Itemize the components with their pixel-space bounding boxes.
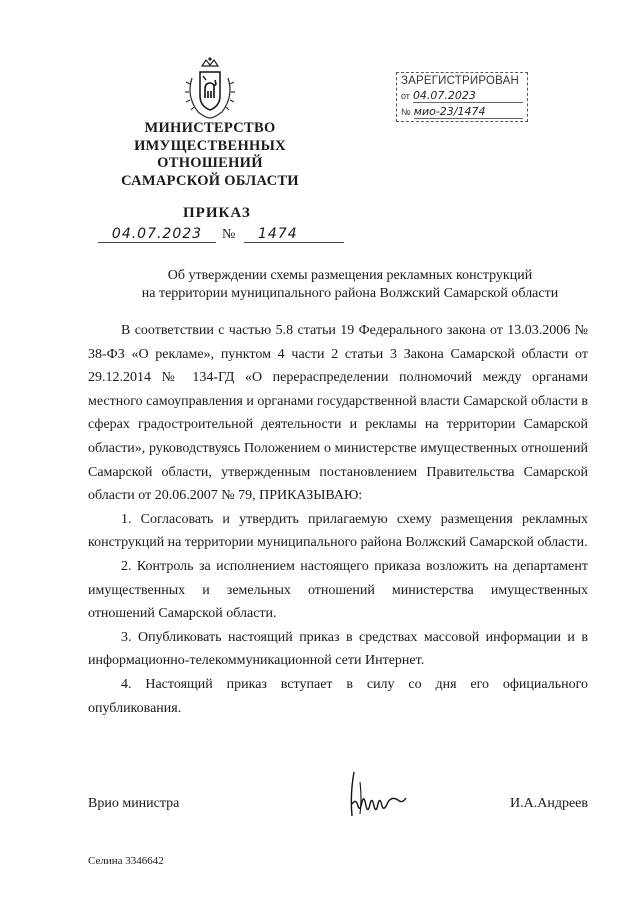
stamp-date-line [401, 89, 523, 103]
stamp-number-value: мио-23/1474 [414, 105, 523, 119]
registration-stamp [396, 72, 528, 122]
signatory-name: И.А.Андреев [510, 796, 588, 811]
stamp-title: ЗАРЕГИСТРИРОВАН [401, 75, 519, 87]
preamble-paragraph: В соответствии с частью 5.8 статьи 19 Федерального закона от 13.03.2006 № 38-ФЗ «О рекламе», пунктом 4 части 2 статьи 3 Закона Самарской области от 29.12.2014 № 134-ГД «О перераспределении полномочий между органами местного самоуправления и органами государственной власти Самарской области в сферах градостроительной деятельности и рекламы на территории Самарской области», руководствуясь Положением о министерстве имущественных отношений Самарской области, утвержденным постановлением Правительства Самарской области от 20.06.2007 № 79, ПРИКАЗЫВАЮ: [88, 323, 588, 504]
ministry-line-3: ОТНОШЕНИЙ [157, 155, 263, 171]
document-footer-code: Селина 3346642 [88, 855, 164, 867]
stamp-date-prefix: от [401, 91, 410, 101]
order-date: 04.07.2023 [98, 226, 216, 243]
item-3-paragraph: 3. Опубликовать настоящий приказ в средствах массовой информации и в информационно-телекоммуникационной сети Интернет. [88, 629, 588, 669]
order-title: ПРИКАЗ [183, 205, 251, 221]
order-number-sign: № [222, 227, 236, 242]
stamp-date-value: 04.07.2023 [413, 89, 523, 103]
item-2-paragraph: 2. Контроль за исполнением настоящего приказа возложить на департамент имущественных и земельных отношений министерства имущественных отношений Самарской области. [88, 558, 588, 622]
item-1-paragraph: 1. Согласовать и утвердить прилагаемую схему размещения рекламных конструкций на территории муниципального района Волжский Самарской области. [88, 511, 588, 551]
order-number: 1474 [244, 226, 344, 243]
signatory-position: Врио министра [88, 796, 180, 811]
stamp-number-line [401, 105, 523, 119]
subject-line-2: на территории муниципального района Волжский Самарской области [141, 286, 559, 301]
stamp-number-prefix: № [401, 107, 411, 117]
ministry-line-2: ИМУЩЕСТВЕННЫХ [134, 137, 286, 154]
order-body [88, 319, 588, 720]
subject-line-1: Об утверждении схемы размещения рекламных конструкций [167, 268, 533, 283]
coat-of-arms-icon [180, 56, 240, 122]
ministry-line-1: МИНИСТЕРСТВО [144, 120, 276, 136]
order-date-number [98, 226, 348, 248]
item-4-paragraph: 4. Настоящий приказ вступает в силу со дня его официального опубликования. [88, 676, 588, 716]
ministry-name [110, 120, 310, 190]
order-subject [90, 267, 610, 303]
ministry-line-4: САМАРСКОЙ ОБЛАСТИ [121, 172, 299, 189]
signature-mark [340, 764, 420, 824]
